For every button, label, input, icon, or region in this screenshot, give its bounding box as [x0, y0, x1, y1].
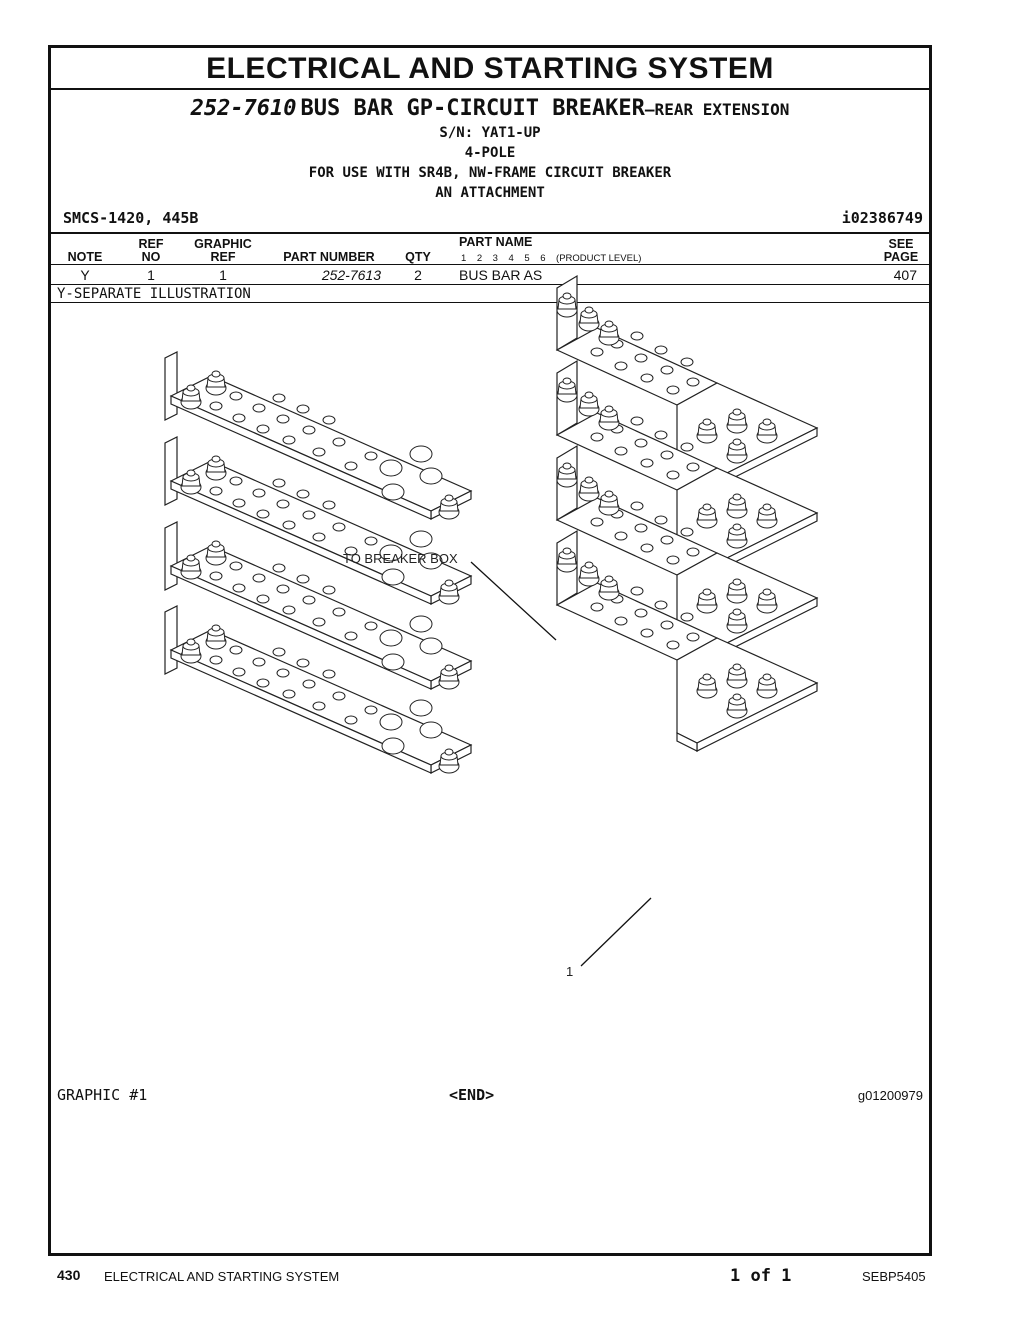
header-note: NOTE: [67, 250, 103, 264]
header-ref-bottom: NO: [141, 250, 161, 264]
section-title: ELECTRICAL AND STARTING SYSTEM: [206, 52, 774, 85]
row-ref-no: 1: [147, 267, 155, 283]
callout-ref-leader: [581, 898, 651, 966]
header-part-number: PART NUMBER: [283, 250, 375, 264]
callout-breaker-box: TO BREAKER BOX: [343, 551, 458, 566]
note-text: Y-SEPARATE ILLUSTRATION: [57, 286, 251, 302]
page-number: 430: [57, 1267, 81, 1283]
footer-section: ELECTRICAL AND STARTING SYSTEM: [104, 1269, 340, 1284]
header-graphic-top: GRAPHIC: [194, 237, 252, 251]
callout-breaker-leader: [471, 562, 556, 640]
illustration-id: i02386749: [841, 209, 923, 227]
header-see-top: SEE: [888, 237, 914, 251]
row-note: Y: [80, 267, 90, 283]
header-part-name: PART NAME: [459, 235, 533, 249]
callout-ref-1: 1: [566, 964, 574, 979]
header-graphic-bottom: REF: [210, 250, 236, 264]
row-see-page[interactable]: 407: [893, 267, 917, 283]
smcs-code: SMCS-1420, 445B: [63, 209, 199, 227]
page-of: 1 of 1: [730, 1266, 792, 1286]
bus-bar-illustration: [51, 48, 929, 1048]
header-see-bottom: PAGE: [883, 250, 919, 264]
graphic-label: GRAPHIC #1: [57, 1086, 148, 1104]
pole-count: 4-POLE: [464, 145, 516, 161]
header-qty: QTY: [405, 250, 431, 264]
page-frame: [48, 45, 932, 1256]
group-suffix: —REAR EXTENSION: [644, 100, 790, 119]
row-part-name: BUS BAR AS: [459, 267, 543, 283]
usage-note: FOR USE WITH SR4B, NW-FRAME CIRCUIT BREAKER: [308, 165, 672, 181]
row-qty: 2: [414, 267, 422, 283]
group-name: BUS BAR GP-CIRCUIT BREAKER: [300, 96, 645, 121]
end-marker: <END>: [449, 1086, 495, 1104]
attachment-note: AN ATTACHMENT: [435, 185, 545, 201]
header-product-levels: 1 2 3 4 5 6 (PRODUCT LEVEL): [461, 253, 642, 264]
row-graphic-ref: 1: [219, 267, 227, 283]
header-ref-top: REF: [138, 237, 164, 251]
group-number: 252-7610: [190, 96, 297, 121]
graphic-id: g01200979: [857, 1088, 923, 1103]
right-bus-bar-stack: [557, 276, 817, 751]
serial-range: S/N: YAT1-UP: [439, 125, 541, 141]
doc-id: SEBP5405: [862, 1269, 926, 1284]
row-part-number[interactable]: 252-7613: [321, 267, 381, 283]
